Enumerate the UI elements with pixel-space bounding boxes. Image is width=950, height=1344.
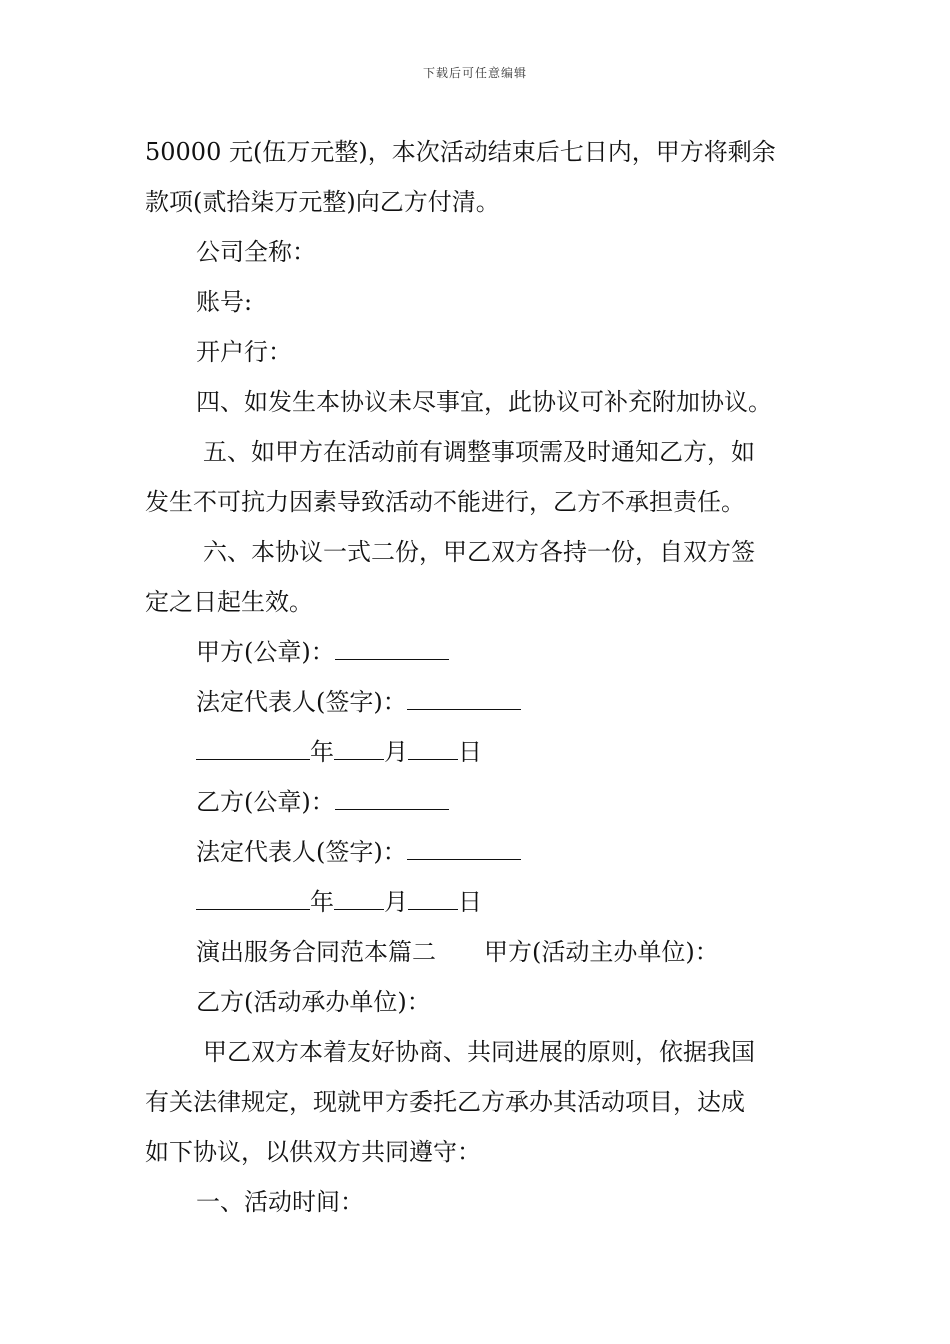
clause-five: 五、如甲方在活动前有调整事项需及时通知乙方，如 (203, 438, 755, 466)
document-body (145, 127, 810, 1227)
section-title: 演出服务合同范本篇二 (196, 938, 436, 966)
month-blank (334, 887, 384, 910)
date-line-b (145, 877, 810, 927)
paragraph-line: 如下协议，以供双方共同遵守： (145, 1138, 481, 1166)
signature-blank (335, 787, 449, 810)
item-one-heading: 一、活动时间： (196, 1188, 364, 1216)
party-a-seal-line (145, 627, 810, 677)
paragraph-line: 50000 元(伍万元整)，本次活动结束后七日内，甲方将剩余 (145, 138, 776, 166)
section-heading-line (145, 927, 810, 977)
legal-rep-a-line (145, 677, 810, 727)
day-blank (408, 887, 458, 910)
month-label: 月 (384, 738, 408, 766)
party-b-org-label: 乙方(活动承办单位)： (196, 988, 431, 1016)
intro-paragraph: 甲乙双方本着友好协商、共同进展的原则，依据我国 (203, 1038, 755, 1066)
day-label: 日 (458, 888, 482, 916)
month-blank (334, 737, 384, 760)
paragraph-line: 定之日起生效。 (145, 588, 313, 616)
clause-four: 四、如发生本协议未尽事宜，此协议可补充附加协议。 (196, 388, 772, 416)
bank-field: 开户行： (196, 338, 292, 366)
legal-rep-b-line (145, 827, 810, 877)
year-blank (196, 737, 310, 760)
year-label: 年 (310, 738, 334, 766)
signature-blank (407, 837, 521, 860)
company-name-field: 公司全称： (196, 238, 316, 266)
paragraph-line: 有关法律规定，现就甲方委托乙方承办其活动项目，达成 (145, 1088, 745, 1116)
year-blank (196, 887, 310, 910)
day-blank (408, 737, 458, 760)
clause-six: 六、本协议一式二份，甲乙双方各持一份，自双方签 (203, 538, 755, 566)
signature-blank (335, 637, 449, 660)
legal-rep-a-label: 法定代表人(签字)： (196, 688, 407, 716)
legal-rep-b-label: 法定代表人(签字)： (196, 838, 407, 866)
party-b-seal-line (145, 777, 810, 827)
month-label: 月 (384, 888, 408, 916)
paragraph-line: 发生不可抗力因素导致活动不能进行，乙方不承担责任。 (145, 488, 745, 516)
account-number-field: 账号: (196, 288, 253, 316)
signature-blank (407, 687, 521, 710)
day-label: 日 (458, 738, 482, 766)
date-line-a (145, 727, 810, 777)
party-a-seal-label: 甲方(公章)： (196, 638, 335, 666)
year-label: 年 (310, 888, 334, 916)
paragraph-line: 款项(贰拾柒万元整)向乙方付清。 (145, 188, 500, 216)
party-b-seal-label: 乙方(公章)： (196, 788, 335, 816)
party-a-org-label: 甲方(活动主办单位)： (484, 938, 719, 966)
page-header: 下载后可任意编辑 (422, 66, 527, 80)
